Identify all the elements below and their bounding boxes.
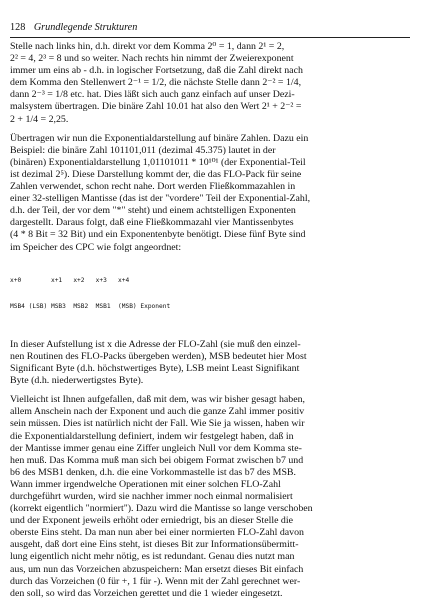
chapter-title: Grundlegende Strukturen [33, 22, 138, 33]
text-line: Byte (d.h. niederwertigstes Byte). [10, 375, 144, 387]
text-line: d.h. der Teil, der vor dem "*" steht) und einem achtstelligen Exponenten [10, 205, 296, 217]
text-line: Significant Byte (d.h. höchstwertiges Byte), LSB meint Least Signifikant [10, 363, 300, 375]
text-line: lung eigentlich nicht mehr nötig, es ist redundant. Genau dies nutzt man [10, 551, 295, 563]
text-line: durch das Vorzeichen (0 für +, 1 für -). Wenn mit der Zahl gerechnet wer- [10, 575, 301, 587]
text-line: der Mantisse immer genau eine Ziffer ungleich Null vor dem Komma ste- [10, 442, 302, 454]
text-line: durchgeführt wurden, wird sie nachher immer noch einmal normalisiert [10, 490, 293, 502]
text-line: die Exponentialdarstellung definiert, indem wir festgelegt haben, daß in [10, 430, 294, 442]
paragraph-binary-places [10, 41, 411, 126]
text-line: 2² = 4, 2³ = 8 und so weiter. Nach rechts hin nimmt der Zweierexponent [10, 53, 294, 65]
text-line: Wann immer irgendwelche Operationen mit einer solchen FLO-Zahl [10, 478, 281, 490]
text-line: (binären) Exponentialdarstellung 1,01101011 * 10¹⁰¹ (der Exponential-Teil [10, 156, 306, 168]
memory-address-row: x+0 x+1 x+2 x+3 x+4 [10, 277, 130, 285]
text-line: einer 32-stelligen Mantisse (das ist der "vordere" Teil der Exponential-Zahl, [10, 193, 311, 205]
text-line: dem Komma den Stellenwert 2⁻¹ = 1/2, die nächste Stelle dann 2⁻² = 1/4, [10, 77, 302, 89]
text-line: ist dezimal 2⁵). Diese Darstellung kommt der, die das FLO-Pack für seine [10, 168, 302, 180]
page-header [10, 22, 410, 38]
text-line: Zahlen verwendet, schon recht nahe. Dort werden Fließkommazahlen in [10, 181, 296, 193]
text-line: und der Exponent jeweils erhöht oder erniedrigt, bis an dieser Stelle die [10, 515, 293, 527]
text-line: Beispiel: die binäre Zahl 101101,011 (dezimal 45.375) lautet in der [10, 144, 276, 156]
text-line: In dieser Aufstellung ist x die Adresse der FLO-Zahl (sie muß den einzel- [10, 338, 301, 350]
text-line: im Speicher des CPC wie folgt angeordnet: [10, 241, 182, 253]
text-line: (4 * 8 Bit = 32 Bit) und ein Exponentenbyte benötigt. Diese fünf Byte sind [10, 229, 306, 241]
text-line: sein müssen. Dies ist natürlich nicht der Fall. Wie Sie ja wissen, haben wir [10, 418, 305, 430]
paragraph-exponential-representation [10, 133, 411, 254]
text-line: Vielleicht ist Ihnen aufgefallen, daß mit dem, was wir bisher gesagt haben, [10, 394, 306, 406]
text-line: immer um eins ab - d.h. in logischer Fortsetzung, daß die Zahl direkt nach [10, 65, 303, 77]
text-line: (korrekt eigentlich "normiert"). Dazu wird die Mantisse so lange verschoben [10, 503, 313, 515]
text-line: allem Anschein nach der Exponent und auch die ganze Zahl immer positiv [10, 406, 305, 418]
memory-byte-row: MSB4 (LSB) MSB3 MSB2 MSB1 (MSB) Exponent [10, 302, 171, 310]
page-number: 128 [10, 22, 26, 33]
text-line: malsystem übertragen. Die binäre Zahl 10.01 hat also den Wert 2¹ + 2⁻² = [10, 101, 302, 113]
text-line: oberste Eins steht. Da man nun aber bei einer normierten FLO-Zahl davon [10, 527, 304, 539]
page-body [10, 41, 411, 607]
text-line: Stelle nach links hin, d.h. direkt vor dem Komma 2⁰ = 1, dann 2¹ = 2, [10, 41, 285, 52]
text-line: hen muß. Das Komma muß man sich bei obigem Format zwischen b7 und [10, 454, 304, 466]
text-line: 2 + 1/4 = 2,25. [10, 113, 69, 125]
text-line: b6 des MSB1 denken, d.h. die eine Vorkommastelle ist das b7 des MSB. [10, 466, 296, 478]
text-line: ausgeht, daß dort eine Eins steht, ist dieses Bit zur Informationsübermitt- [10, 539, 299, 551]
paragraph-msb-lsb [10, 339, 411, 387]
memory-layout-listing [10, 261, 411, 328]
text-line: den soll, so wird das Vorzeichen gerettet und die 1 wieder eingesetzt. [10, 587, 283, 599]
text-line: dargestellt. Daraus folgt, daß eine Fließkommazahl vier Mantissenbytes [10, 217, 294, 229]
text-line: nen Routinen des FLO-Packs übergeben werden), MSB bedeutet hier Most [10, 350, 307, 362]
text-line: aus, um nun das Vorzeichen abzuspeichern: Man ersetzt dieses Bit einfach [10, 563, 304, 575]
text-line: dann 2⁻³ = 1/8 etc. hat. Dies läßt sich auch ganz einfach auf unser Dezi- [10, 89, 295, 101]
paragraph-sign-normalization [10, 394, 411, 600]
text-line: Übertragen wir nun die Exponentialdarstellung auf binäre Zahlen. Dazu ein [10, 132, 309, 144]
